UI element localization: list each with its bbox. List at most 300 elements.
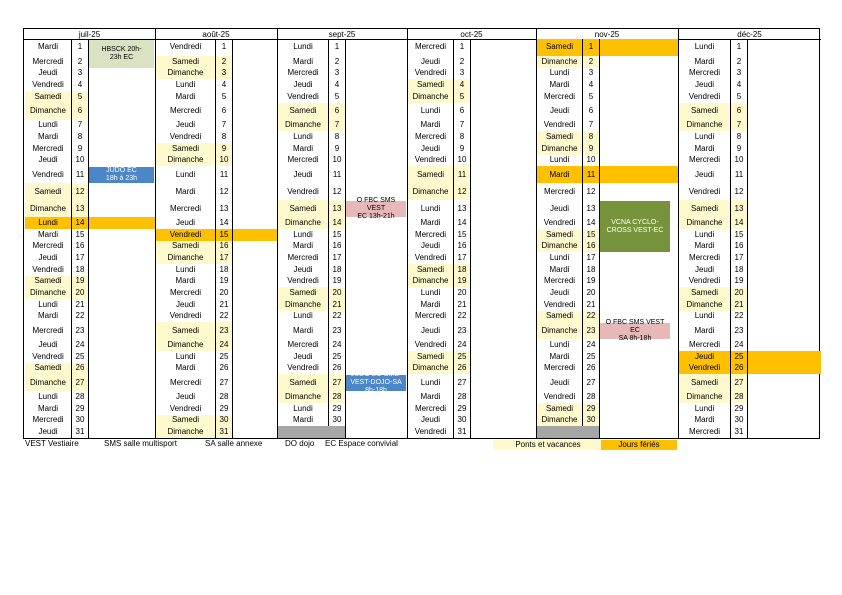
legend-item: VEST Vestiaire <box>25 439 79 448</box>
day-number: 24 <box>586 340 596 350</box>
event-block[interactable] <box>89 40 154 68</box>
day-name: Jeudi <box>420 241 441 251</box>
day-name: Jeudi <box>293 264 313 274</box>
day-number: 8 <box>583 131 599 143</box>
event-block[interactable] <box>346 371 406 395</box>
day-name: Lundi <box>694 42 715 52</box>
day-name: Mercredi <box>543 186 576 196</box>
day-number: 10 <box>586 155 596 165</box>
event-block[interactable] <box>600 319 670 343</box>
day-name: Jeudi <box>420 325 441 335</box>
day-name: Vendredi <box>287 363 319 373</box>
event-text: VCNA CYCLO- <box>611 218 659 226</box>
day-name: Jeudi <box>175 392 196 402</box>
day-number: 27 <box>731 374 747 391</box>
day-name: Mercredi <box>287 253 319 263</box>
day-number: 20 <box>586 288 596 298</box>
event-text: VEST-DOJO-SA <box>350 379 402 387</box>
day-number: 21 <box>329 299 345 311</box>
day-name: Mardi <box>292 56 313 66</box>
day-name: Mercredi <box>32 241 64 251</box>
day-number: 9 <box>77 143 83 153</box>
day-name: Dimanche <box>679 299 730 311</box>
day-name: Jeudi <box>175 120 196 130</box>
day-number: 15 <box>734 229 744 239</box>
day-name: Jeudi <box>420 143 441 153</box>
day-number: 7 <box>329 120 345 132</box>
day-number: 28 <box>75 392 85 402</box>
day-number: 30 <box>457 415 467 425</box>
day-number: 29 <box>583 403 599 415</box>
day-name: Lundi <box>549 340 570 350</box>
day-name: Jeudi <box>549 288 570 298</box>
day-number: 5 <box>588 91 594 101</box>
day-name: Dimanche <box>156 68 215 80</box>
day-number: 30 <box>75 415 85 425</box>
day-name: Mercredi <box>287 68 319 78</box>
day-number: 17 <box>75 253 85 263</box>
day-number: 19 <box>332 276 342 286</box>
day-number: 1 <box>736 42 742 52</box>
day-number: 29 <box>75 403 85 413</box>
day-name: Samedi <box>156 241 215 253</box>
day-number: 27 <box>586 377 596 387</box>
day-number: 29 <box>219 403 229 413</box>
day-name: Dimanche <box>278 391 328 403</box>
day-name: Lundi <box>549 155 570 165</box>
day-number: 11 <box>219 169 229 179</box>
day-number: 28 <box>731 391 747 403</box>
day-number: 6 <box>72 103 88 120</box>
day-number: 6 <box>588 106 594 116</box>
event-text: EC 13h-21h <box>357 213 395 221</box>
day-number: 4 <box>334 80 340 90</box>
day-number: 7 <box>77 120 83 130</box>
day-number: 29 <box>457 403 467 413</box>
day-number: 26 <box>219 363 229 373</box>
month-header: oct-25 <box>407 29 536 40</box>
day-number: 13 <box>731 200 747 217</box>
day-name: Mardi <box>292 325 313 335</box>
day-number: 17 <box>216 252 232 264</box>
day-number: 21 <box>219 299 229 309</box>
month-header: nov-25 <box>536 29 678 40</box>
event-text: HBSCK 20h- <box>101 45 142 53</box>
day-number: 1 <box>221 42 227 52</box>
day-number: 2 <box>736 56 742 66</box>
day-number: 14 <box>329 217 345 229</box>
day-name: Mercredi <box>414 42 447 52</box>
day-name: Mercredi <box>414 311 447 321</box>
day-name: Jeudi <box>549 203 570 213</box>
day-number: 13 <box>219 203 229 213</box>
day-number: 8 <box>221 132 227 142</box>
day-name: Mercredi <box>169 288 202 298</box>
day-name: Jeudi <box>175 299 196 309</box>
day-name: Mardi <box>694 143 715 153</box>
day-name: Jeudi <box>420 56 441 66</box>
event-text: SA 8h-18h <box>618 335 652 343</box>
day-number: 20 <box>219 288 229 298</box>
day-number: 25 <box>332 351 342 361</box>
day-name: Vendredi <box>414 340 447 350</box>
day-name: Mardi <box>292 241 313 251</box>
day-name: Vendredi <box>169 42 202 52</box>
day-number: 10 <box>332 155 342 165</box>
holiday-band <box>748 363 821 375</box>
day-name: Dimanche <box>156 155 215 167</box>
day-number: 31 <box>75 427 85 437</box>
day-number: 7 <box>221 120 227 130</box>
day-name: Mardi <box>37 229 58 239</box>
legend-item: SA salle annexe <box>205 439 263 448</box>
day-number: 14 <box>586 218 596 228</box>
day-number: 1 <box>459 42 465 52</box>
day-number: 12 <box>586 186 596 196</box>
holiday-band <box>748 351 821 363</box>
day-name: Samedi <box>537 131 582 143</box>
day-number: 18 <box>454 264 470 276</box>
day-number: 12 <box>219 186 229 196</box>
day-name: Vendredi <box>32 169 64 179</box>
day-name: Mercredi <box>688 340 721 350</box>
day-name: Mardi <box>37 311 58 321</box>
day-number: 27 <box>329 374 345 391</box>
day-number: 4 <box>454 79 470 91</box>
day-name: Jeudi <box>293 80 313 90</box>
day-number: 28 <box>219 392 229 402</box>
day-name: Mercredi <box>688 427 721 437</box>
day-number: 11 <box>583 166 599 183</box>
day-name: Lundi <box>25 217 71 229</box>
day-name: Lundi <box>175 169 196 179</box>
day-name: Mardi <box>175 91 196 101</box>
legend <box>23 439 823 453</box>
day-name: Vendredi <box>688 276 721 286</box>
day-number: 28 <box>457 392 467 402</box>
day-name: Mardi <box>175 363 196 373</box>
day-name: Samedi <box>679 103 730 120</box>
day-number: 8 <box>334 132 340 142</box>
day-name: Samedi <box>156 322 215 339</box>
day-number: 2 <box>459 56 465 66</box>
day-name: Jeudi <box>420 415 441 425</box>
day-name: Mercredi <box>169 203 202 213</box>
legend-swatch-feries: Jours fériés <box>601 440 677 450</box>
day-name: Mardi <box>549 264 570 274</box>
day-number: 5 <box>736 91 742 101</box>
day-name: Jeudi <box>679 351 730 363</box>
day-number: 15 <box>75 229 85 239</box>
day-number: 18 <box>586 264 596 274</box>
day-number: 4 <box>221 80 227 90</box>
legend-item: EC Espace convivial <box>325 439 398 448</box>
day-number: 22 <box>219 311 229 321</box>
day-number: 18 <box>332 264 342 274</box>
day-number: 17 <box>586 253 596 263</box>
day-number: 19 <box>454 276 470 288</box>
day-number: 26 <box>454 363 470 375</box>
event-text: 18h à 23h <box>105 175 138 183</box>
event-text: JUDO EC-SMS- <box>350 371 402 379</box>
day-number: 7 <box>731 120 747 132</box>
day-number: 30 <box>216 415 232 427</box>
day-name: Mercredi <box>543 276 576 286</box>
day-number: 1 <box>334 42 340 52</box>
day-name: Samedi <box>25 276 71 288</box>
day-number: 2 <box>334 56 340 66</box>
day-number: 19 <box>586 276 596 286</box>
day-number: 24 <box>75 340 85 350</box>
day-name: Vendredi <box>32 351 64 361</box>
day-name: Samedi <box>408 166 453 183</box>
day-number: 13 <box>457 203 467 213</box>
day-name: Samedi <box>679 200 730 217</box>
day-name: Mardi <box>420 392 441 402</box>
day-name: Samedi <box>25 91 71 103</box>
day-number: 6 <box>221 106 227 116</box>
day-name: Dimanche <box>408 276 453 288</box>
day-name: Vendredi <box>543 120 576 130</box>
day-name: Dimanche <box>278 299 328 311</box>
event-block[interactable] <box>89 167 154 183</box>
day-number: 3 <box>77 68 83 78</box>
holiday-band <box>600 166 678 183</box>
day-number: 11 <box>75 169 85 179</box>
day-name: Vendredi <box>688 91 721 101</box>
day-number: 21 <box>731 299 747 311</box>
day-number: 10 <box>216 155 232 167</box>
month-header: août-25 <box>155 29 277 40</box>
day-name: Jeudi <box>38 427 58 437</box>
day-name: Vendredi <box>287 91 319 101</box>
day-name: Dimanche <box>537 241 582 253</box>
day-name: Samedi <box>278 374 328 391</box>
legend-item: SMS salle multisport <box>104 439 177 448</box>
day-name: Lundi <box>38 392 58 402</box>
day-number: 30 <box>332 415 342 425</box>
day-name: Mardi <box>175 276 196 286</box>
day-name: Mercredi <box>169 377 202 387</box>
day-name: Samedi <box>25 363 71 375</box>
missing-day-cell <box>278 426 345 438</box>
day-name: Lundi <box>420 288 441 298</box>
day-name: Lundi <box>293 403 313 413</box>
day-number: 23 <box>216 322 232 339</box>
day-name: Lundi <box>175 264 196 274</box>
day-name: Dimanche <box>679 391 730 403</box>
day-name: Mardi <box>37 403 58 413</box>
day-number: 15 <box>583 229 599 241</box>
day-name: Samedi <box>537 229 582 241</box>
day-name: Samedi <box>408 79 453 91</box>
day-name: Lundi <box>420 106 441 116</box>
day-name: Dimanche <box>25 374 71 391</box>
holiday-band <box>233 229 277 241</box>
day-name: Mercredi <box>543 91 576 101</box>
day-number: 13 <box>586 203 596 213</box>
day-number: 30 <box>583 415 599 427</box>
day-number: 25 <box>731 351 747 363</box>
day-name: Lundi <box>293 311 313 321</box>
day-name: Mardi <box>694 325 715 335</box>
day-number: 2 <box>77 56 83 66</box>
column-divider <box>747 39 748 438</box>
day-number: 16 <box>216 241 232 253</box>
day-number: 19 <box>219 276 229 286</box>
day-number: 22 <box>734 311 744 321</box>
day-name: Mercredi <box>287 340 319 350</box>
day-number: 31 <box>216 426 232 438</box>
day-number: 12 <box>454 183 470 200</box>
day-name: Mercredi <box>169 106 202 116</box>
day-number: 8 <box>459 132 465 142</box>
day-name: Mardi <box>420 218 441 228</box>
day-number: 10 <box>75 155 85 165</box>
day-name: Samedi <box>278 287 328 299</box>
event-text: CROSS VEST-EC <box>606 226 664 234</box>
event-text: O FBC SMS VEST EC <box>605 319 665 335</box>
day-name: Mardi <box>549 351 570 361</box>
day-number: 25 <box>219 351 229 361</box>
event-block[interactable] <box>600 201 670 252</box>
day-number: 5 <box>454 91 470 103</box>
day-number: 20 <box>329 287 345 299</box>
day-number: 26 <box>586 363 596 373</box>
day-name: Mercredi <box>543 363 576 373</box>
day-name: Samedi <box>537 403 582 415</box>
day-number: 8 <box>77 132 83 142</box>
day-number: 12 <box>72 183 88 200</box>
day-number: 24 <box>216 339 232 351</box>
day-number: 22 <box>332 311 342 321</box>
day-name: Dimanche <box>156 252 215 264</box>
day-number: 3 <box>334 68 340 78</box>
day-number: 4 <box>736 80 742 90</box>
day-name: Mercredi <box>32 143 64 153</box>
month-header: juil-25 <box>24 29 155 40</box>
day-number: 15 <box>332 229 342 239</box>
day-name: Vendredi <box>169 132 202 142</box>
day-name: Mardi <box>694 56 715 66</box>
day-name: Mercredi <box>688 68 721 78</box>
day-number: 20 <box>731 287 747 299</box>
day-name: Samedi <box>278 103 328 120</box>
day-number: 7 <box>588 120 594 130</box>
day-number: 23 <box>734 325 744 335</box>
day-number: 28 <box>329 391 345 403</box>
day-name: Samedi <box>156 143 215 155</box>
day-number: 27 <box>457 377 467 387</box>
missing-day-cell <box>537 426 599 438</box>
day-name: Jeudi <box>293 169 313 179</box>
day-name: Mardi <box>420 299 441 309</box>
day-number: 8 <box>736 132 742 142</box>
day-name: Vendredi <box>32 264 64 274</box>
column-divider <box>88 39 89 438</box>
day-number: 14 <box>457 218 467 228</box>
day-number: 26 <box>731 363 747 375</box>
day-number: 24 <box>332 340 342 350</box>
day-number: 4 <box>588 80 594 90</box>
day-number: 22 <box>75 311 85 321</box>
day-name: Jeudi <box>38 253 58 263</box>
day-name: Mardi <box>537 166 582 183</box>
calendar-table <box>23 28 820 439</box>
day-number: 27 <box>72 374 88 391</box>
day-name: Dimanche <box>278 120 328 132</box>
day-number: 23 <box>75 325 85 335</box>
day-number: 23 <box>332 325 342 335</box>
day-name: Lundi <box>293 132 313 142</box>
day-number: 14 <box>219 218 229 228</box>
day-number: 23 <box>457 325 467 335</box>
day-number: 18 <box>219 264 229 274</box>
day-name: Vendredi <box>287 186 319 196</box>
day-name: Mardi <box>694 241 715 251</box>
day-name: Jeudi <box>38 68 58 78</box>
event-text: 23h EC <box>109 53 134 61</box>
day-number: 26 <box>332 363 342 373</box>
day-name: Vendredi <box>414 253 447 263</box>
day-name: Vendredi <box>169 403 202 413</box>
day-name: Dimanche <box>408 91 453 103</box>
day-name: Samedi <box>408 264 453 276</box>
day-name: Samedi <box>537 311 582 323</box>
day-name: Samedi <box>408 351 453 363</box>
day-number: 19 <box>734 276 744 286</box>
day-number: 1 <box>583 39 599 56</box>
day-number: 11 <box>454 166 470 183</box>
day-number: 10 <box>734 155 744 165</box>
day-name: Mercredi <box>414 132 447 142</box>
day-number: 27 <box>219 377 229 387</box>
day-number: 15 <box>457 229 467 239</box>
day-name: Lundi <box>549 253 570 263</box>
day-number: 9 <box>216 143 232 155</box>
day-number: 16 <box>332 241 342 251</box>
day-number: 15 <box>216 229 232 241</box>
day-name: Lundi <box>694 229 715 239</box>
day-name: Mardi <box>292 415 313 425</box>
day-name: Mercredi <box>414 403 447 413</box>
legend-swatch-ponts: Ponts et vacances <box>493 440 603 450</box>
day-name: Vendredi <box>32 80 64 90</box>
event-block[interactable] <box>346 197 406 221</box>
day-name: Dimanche <box>679 120 730 132</box>
month-header: déc-25 <box>678 29 821 40</box>
day-name: Lundi <box>175 80 196 90</box>
column-divider <box>470 39 471 438</box>
day-number: 25 <box>586 351 596 361</box>
day-number: 4 <box>77 80 83 90</box>
month-header: sept-25 <box>277 29 407 40</box>
day-number: 5 <box>221 91 227 101</box>
day-number: 20 <box>72 287 88 299</box>
day-name: Mercredi <box>688 253 721 263</box>
day-number: 12 <box>332 186 342 196</box>
day-number: 24 <box>734 340 744 350</box>
day-number: 3 <box>588 68 594 78</box>
day-name: Jeudi <box>38 340 58 350</box>
day-number: 31 <box>734 427 744 437</box>
day-name: Samedi <box>679 287 730 299</box>
day-name: Lundi <box>694 132 715 142</box>
day-number: 9 <box>459 143 465 153</box>
day-number: 7 <box>459 120 465 130</box>
day-name: Mercredi <box>414 229 447 239</box>
day-name: Dimanche <box>25 103 71 120</box>
